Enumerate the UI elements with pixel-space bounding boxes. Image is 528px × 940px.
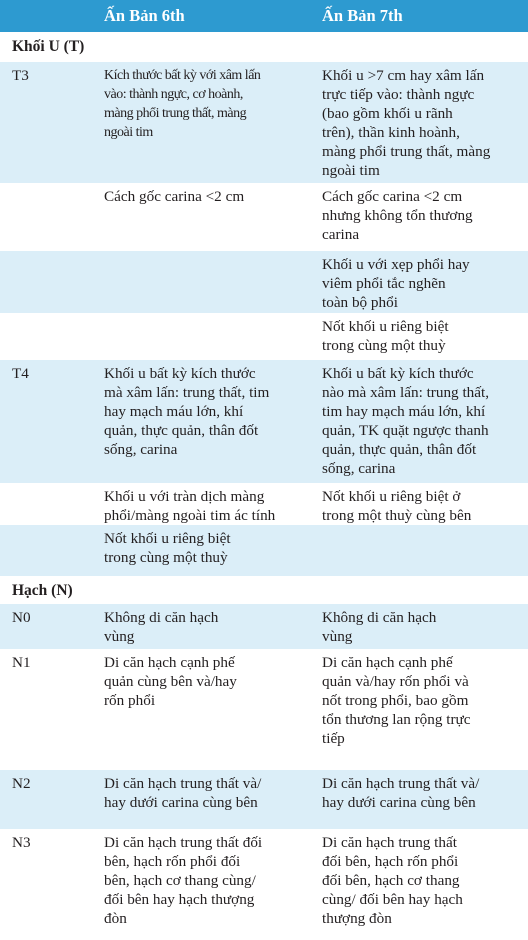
cell-line: màng phổi trung thất, màng bbox=[322, 143, 491, 160]
cell-line: Di căn hạch trung thất và/ bbox=[104, 775, 262, 792]
cell-line: tiếp bbox=[322, 730, 345, 747]
cell-line: Khối u >7 cm hay xâm lấn bbox=[322, 67, 485, 84]
stage-code: N0 bbox=[12, 609, 31, 626]
cell-line: Nốt khối u riêng biệt bbox=[322, 318, 449, 335]
cell-line: thượng đòn bbox=[322, 910, 392, 927]
cell-line: phổi/màng ngoài tim ác tính bbox=[104, 507, 276, 524]
stage-code: T3 bbox=[12, 67, 29, 84]
header-edition-6: Ấn Bản 6th bbox=[104, 6, 185, 25]
stage-code: N1 bbox=[12, 654, 31, 671]
cell-line: toàn bộ phổi bbox=[322, 294, 398, 311]
table-row bbox=[0, 360, 528, 483]
cell-line: bên, hạch rốn phổi đối bbox=[104, 853, 241, 870]
cell-line: nhưng không tổn thương bbox=[322, 207, 473, 224]
cell-line: màng phổi trung thất, màng bbox=[104, 106, 247, 121]
table-row bbox=[0, 251, 528, 313]
cell-line: ngoài tim bbox=[322, 162, 380, 179]
header-edition-7: Ấn Bản 7th bbox=[322, 6, 403, 25]
cell-line: sống, carina bbox=[322, 460, 396, 477]
cell-line: vào: thành ngực, cơ hoành, bbox=[104, 87, 243, 102]
table-row bbox=[0, 525, 528, 576]
cell-line: tim hay mạch máu lớn, khí bbox=[322, 403, 486, 420]
cell-line: Khối u bất kỳ kích thước bbox=[104, 365, 256, 382]
cell-line: Di căn hạch cạnh phế bbox=[322, 654, 453, 671]
edition-6-cell bbox=[104, 487, 314, 525]
cell-line: tổn thương lan rộng trực bbox=[322, 711, 471, 728]
cell-line: vùng bbox=[104, 628, 135, 645]
cell-line: rốn phổi bbox=[104, 692, 156, 709]
stage-code: N2 bbox=[12, 775, 31, 792]
cell-line: Nốt khối u riêng biệt bbox=[104, 530, 231, 547]
cell-line: sống, carina bbox=[104, 441, 178, 458]
edition-7-cell bbox=[322, 66, 522, 180]
cell-line: ngoài tim bbox=[104, 125, 153, 140]
cell-line: trong cùng một thuỳ bbox=[104, 549, 228, 566]
cell-line: Nốt khối u riêng biệt ở bbox=[322, 488, 461, 505]
cell-line: Khối u bất kỳ kích thước bbox=[322, 365, 474, 382]
cell-line: đối bên, hạch cơ thang bbox=[322, 872, 460, 889]
section-header-row bbox=[0, 576, 528, 604]
cell-line: hay mạch máu lớn, khí bbox=[104, 403, 244, 420]
cell-line: cùng/ đối bên hay hạch bbox=[322, 891, 463, 908]
cell-line: quản, TK quặt ngược thanh bbox=[322, 422, 489, 439]
cell-line: Cách gốc carina <2 cm bbox=[322, 188, 463, 205]
table-row bbox=[0, 604, 528, 649]
table-row bbox=[0, 313, 528, 360]
cell-line: vùng bbox=[322, 628, 353, 645]
stage-code: N3 bbox=[12, 834, 31, 851]
cell-line: Không di căn hạch bbox=[104, 609, 219, 626]
cell-line: quản, thực quản, thân đốt bbox=[322, 441, 477, 458]
cell-line: viêm phổi tắc nghẽn bbox=[322, 275, 446, 292]
cell-line: đối bên, hạch rốn phổi bbox=[322, 853, 459, 870]
cell-line: quản cùng bên và/hay bbox=[104, 673, 237, 690]
cell-line: quản, thực quản, thân đốt bbox=[104, 422, 259, 439]
cell-line: nốt trong phổi, bao gồm bbox=[322, 692, 469, 709]
cell-line: Di căn hạch trung thất bbox=[322, 834, 457, 851]
table-row bbox=[0, 829, 528, 940]
edition-7-cell bbox=[322, 487, 522, 525]
edition-6-cell bbox=[104, 66, 314, 142]
cell-line: (bao gồm khối u rãnh bbox=[322, 105, 453, 122]
section-header-row bbox=[0, 32, 528, 62]
edition-6-cell bbox=[104, 608, 314, 646]
table-row bbox=[0, 649, 528, 770]
cell-line: Khối u với xẹp phổi hay bbox=[322, 256, 470, 273]
edition-7-cell bbox=[322, 317, 522, 355]
cell-line: Di căn hạch trung thất đối bbox=[104, 834, 263, 851]
cell-line: Kích thước bất kỳ với xâm lấn bbox=[104, 68, 261, 83]
cell-line: nào mà xâm lấn: trung thất, bbox=[322, 384, 490, 401]
edition-7-cell bbox=[322, 608, 522, 646]
cell-line: Khối u với tràn dịch màng bbox=[104, 488, 265, 505]
cell-line: hay dưới carina cùng bên bbox=[104, 794, 258, 811]
edition-6-cell bbox=[104, 653, 314, 710]
cell-line: carina bbox=[322, 226, 360, 243]
cell-line: mà xâm lấn: trung thất, tim bbox=[104, 384, 270, 401]
edition-6-cell bbox=[104, 833, 314, 928]
edition-7-cell bbox=[322, 774, 522, 812]
edition-7-cell bbox=[322, 833, 522, 928]
edition-7-cell bbox=[322, 653, 522, 748]
table-header bbox=[0, 0, 528, 32]
cell-line: trong cùng một thuỳ bbox=[322, 337, 446, 354]
table-row bbox=[0, 62, 528, 183]
cell-line: Di căn hạch cạnh phế bbox=[104, 654, 235, 671]
edition-7-cell bbox=[322, 255, 522, 312]
cell-line: quản và/hay rốn phổi và bbox=[322, 673, 469, 690]
section-title: Khối U (T) bbox=[12, 38, 85, 55]
edition-7-cell bbox=[322, 187, 522, 244]
table-row bbox=[0, 183, 528, 251]
edition-6-cell bbox=[104, 529, 314, 567]
edition-7-cell bbox=[322, 364, 522, 478]
table-row bbox=[0, 770, 528, 829]
edition-6-cell bbox=[104, 187, 314, 206]
section-title: Hạch (N) bbox=[12, 582, 73, 599]
edition-6-cell bbox=[104, 774, 314, 812]
cell-line: đối bên hay hạch thượng bbox=[104, 891, 255, 908]
table-row bbox=[0, 483, 528, 525]
cell-line: trong một thuỳ cùng bên bbox=[322, 507, 472, 524]
cell-line: bên, hạch cơ thang cùng/ bbox=[104, 872, 256, 889]
cell-line: Cách gốc carina <2 cm bbox=[104, 188, 245, 205]
cell-line: trên), thần kinh hoành, bbox=[322, 124, 460, 141]
cell-line: đòn bbox=[104, 910, 127, 927]
cell-line: trực tiếp vào: thành ngực bbox=[322, 86, 475, 103]
cell-line: hay dưới carina cùng bên bbox=[322, 794, 476, 811]
stage-code: T4 bbox=[12, 365, 29, 382]
cell-line: Di căn hạch trung thất và/ bbox=[322, 775, 480, 792]
edition-6-cell bbox=[104, 364, 314, 459]
cell-line: Không di căn hạch bbox=[322, 609, 437, 626]
